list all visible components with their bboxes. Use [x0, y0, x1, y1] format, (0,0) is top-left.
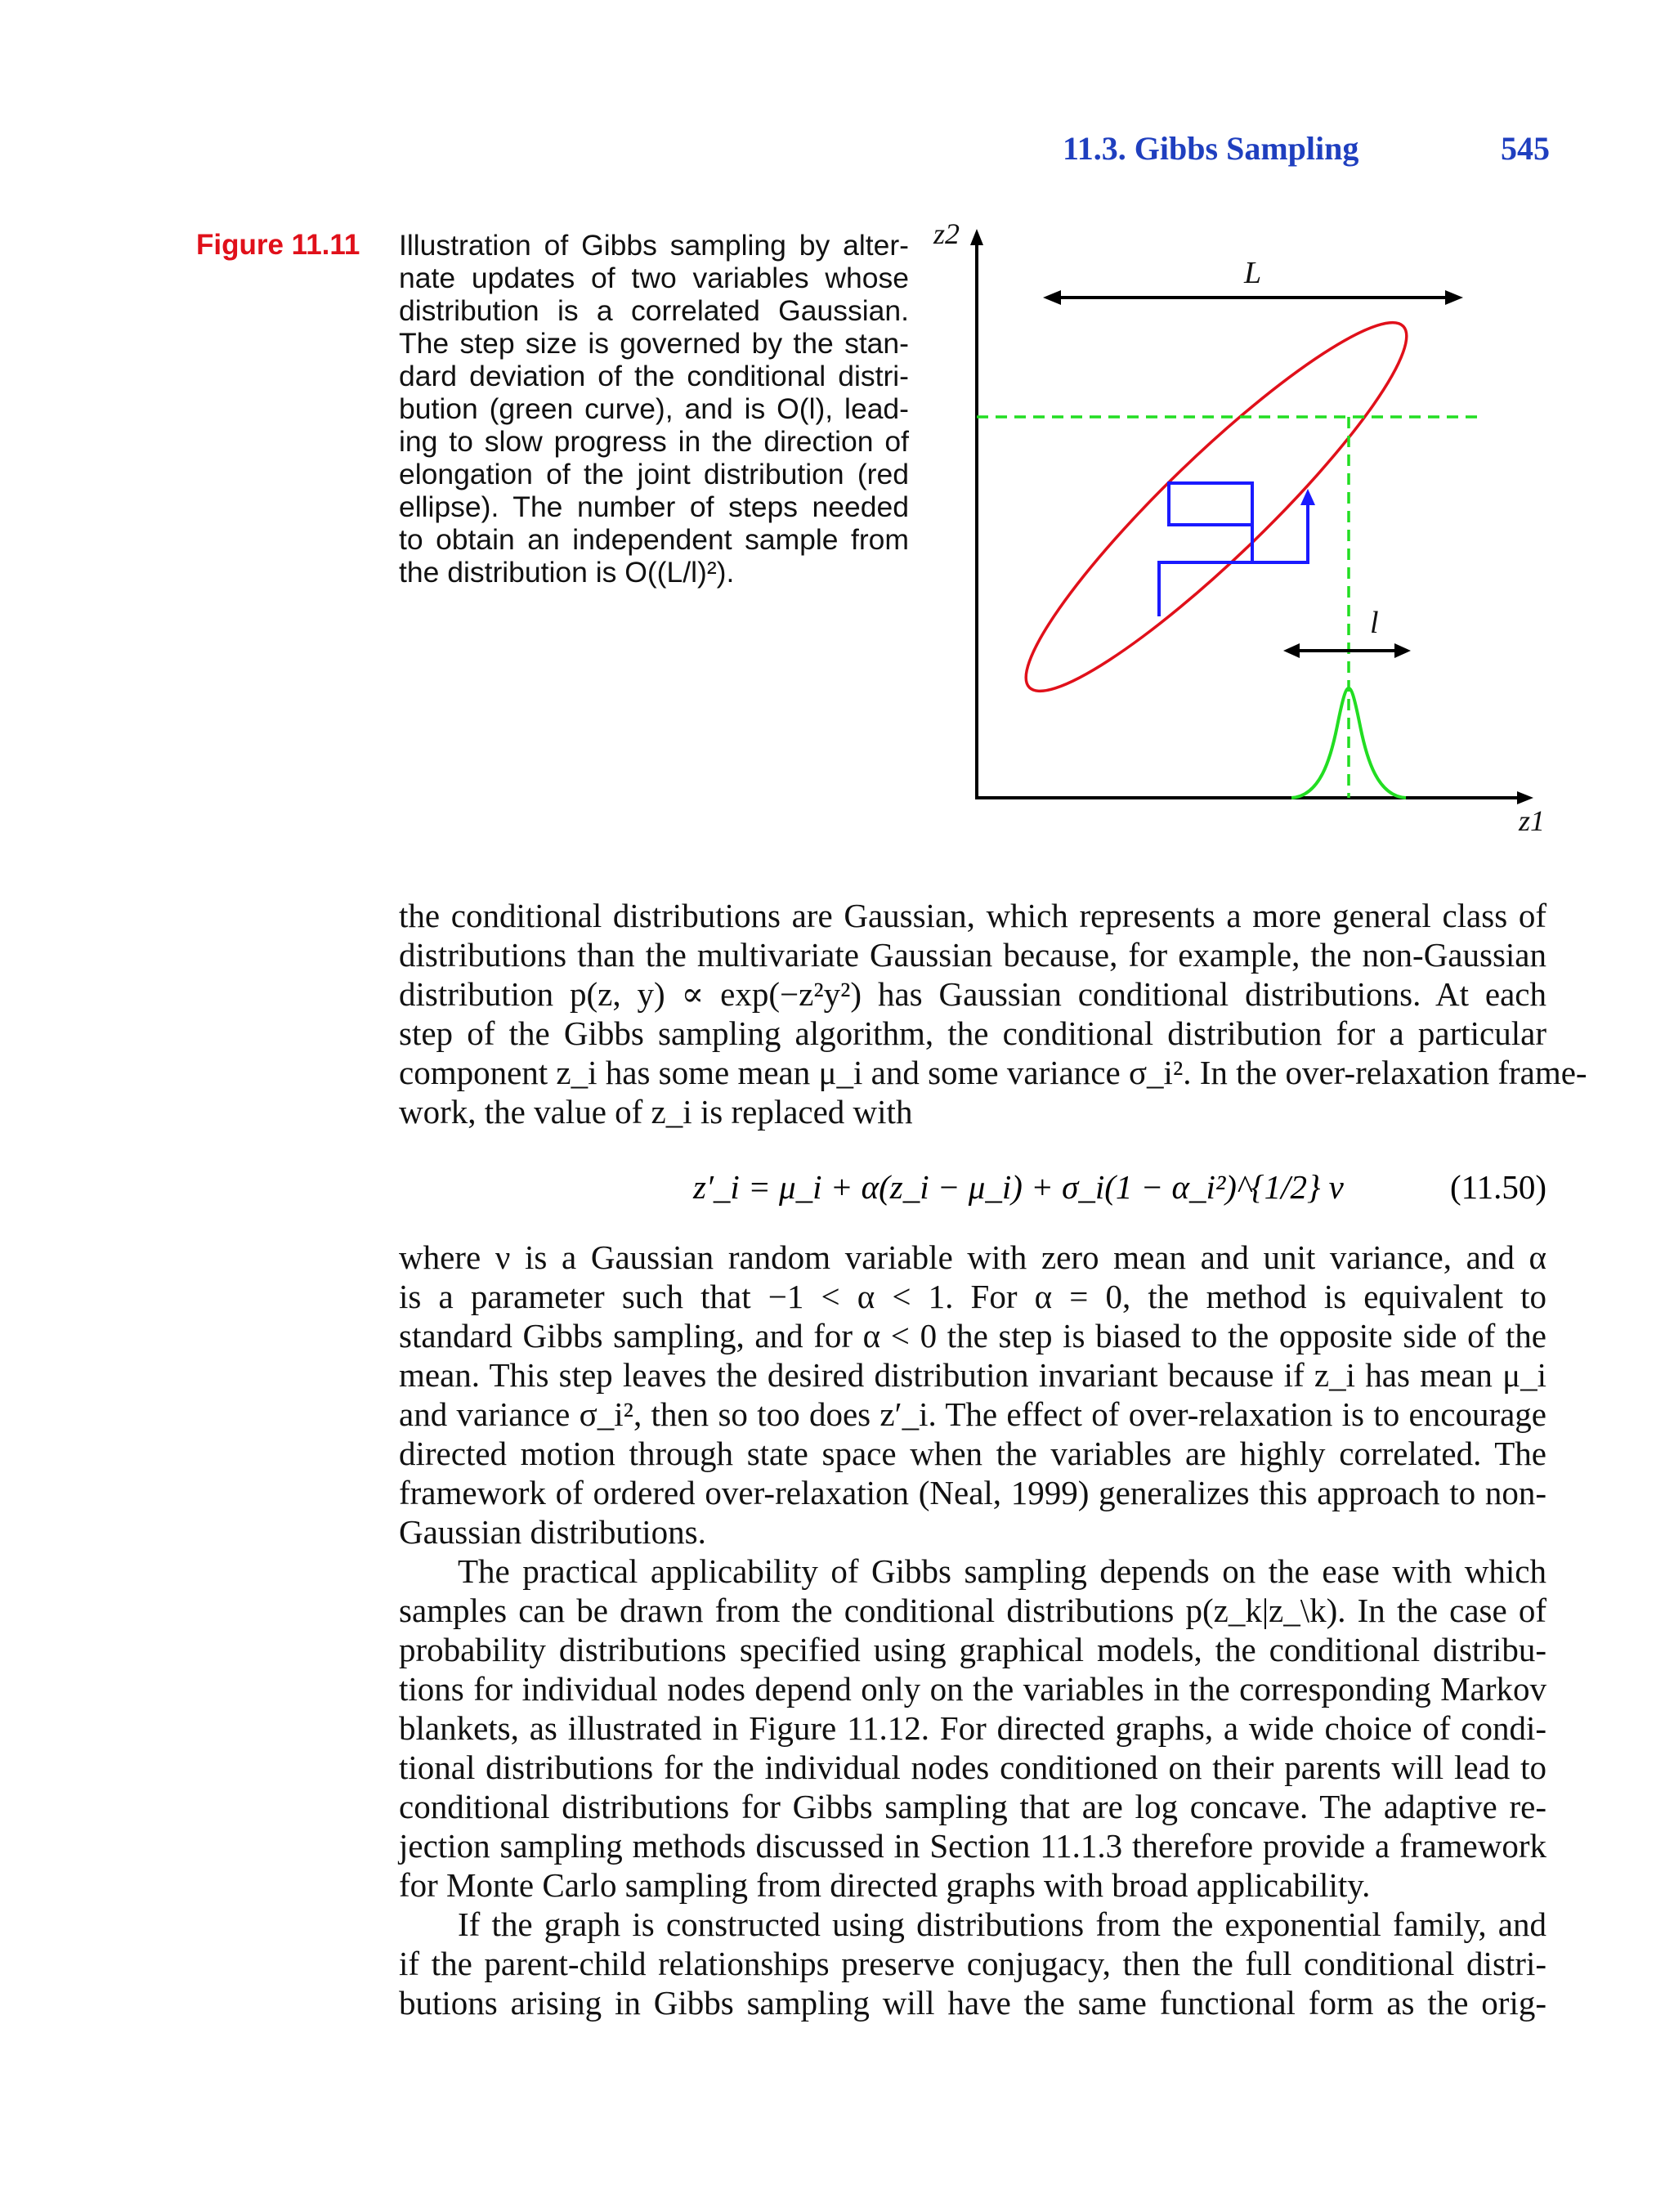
- caption-line: ing to slow progress in the direction of: [399, 425, 909, 458]
- caption-line: the distribution is O((L/l)²).: [399, 556, 735, 589]
- text-line: blankets, as illustrated in Figure 11.12. For directed graphs, a wide choice of condi-: [399, 1709, 1546, 1747]
- text-line: if the parent-child relationships preserve conjugacy, then the full conditional distri-: [399, 1945, 1546, 1982]
- text-line: the conditional distributions are Gaussian, which represents a more general class of: [399, 897, 1546, 934]
- text-line: framework of ordered over-relaxation (Neal, 1999) generalizes this approach to non-: [399, 1474, 1546, 1511]
- text-line: tional distributions for the individual nodes conditioned on their parents will lead to: [399, 1749, 1546, 1786]
- text-line: standard Gibbs sampling, and for α < 0 the step is biased to the opposite side of the: [399, 1317, 1546, 1355]
- long-scale-arrowhead-right: [1445, 290, 1463, 305]
- caption-line: elongation of the joint distribution (red: [399, 458, 909, 490]
- text-line: step of the Gibbs sampling algorithm, the conditional distribution for a particular: [399, 1014, 1546, 1052]
- x-axis-label: z1: [1519, 804, 1546, 837]
- caption-line: Illustration of Gibbs sampling by alter-: [399, 229, 909, 262]
- equation-number: (11.50): [1449, 1168, 1546, 1206]
- text-line: work, the value of z_i is replaced with: [399, 1093, 913, 1131]
- text-line: If the graph is constructed using distributions from the exponential family, and: [458, 1905, 1546, 1943]
- text-line: samples can be drawn from the conditional distributions p(z_k|z_\k). In the case of: [399, 1592, 1546, 1629]
- text-line: is a parameter such that −1 < α < 1. For α = 0, the method is equivalent to: [399, 1278, 1546, 1315]
- running-header: [1063, 129, 1550, 175]
- long-scale-arrowhead-left: [1043, 290, 1061, 305]
- caption-line: dard deviation of the conditional distri-: [399, 360, 909, 392]
- long-scale-label: L: [1244, 256, 1262, 290]
- short-scale-arrowhead-right: [1394, 643, 1411, 658]
- equation-11-50: [399, 1167, 1546, 1216]
- figure-label: Figure 11.11: [196, 229, 360, 261]
- page-number: 545: [1501, 130, 1550, 167]
- joint-distribution-ellipse: [994, 289, 1439, 723]
- body-paragraphs-2-4: [399, 1238, 1546, 2022]
- caption-line: nate updates of two variables whose: [399, 262, 909, 294]
- text-line: jection sampling methods discussed in Section 11.1.3 therefore provide a framework: [399, 1827, 1546, 1865]
- text-line: mean. This step leaves the desired distribution invariant because if z_i has mean μ_i: [399, 1356, 1546, 1394]
- caption-line: The step size is governed by the stan-: [399, 327, 909, 360]
- gibbs-sampling-figure: [933, 217, 1546, 857]
- y-axis-arrowhead: [970, 229, 983, 245]
- text-line: tions for individual nodes depend only on the variables in the corresponding Markov: [399, 1670, 1546, 1708]
- caption-line: bution (green curve), and is O(l), lead-: [399, 392, 909, 425]
- text-line: where ν is a Gaussian random variable with zero mean and unit variance, and α: [399, 1238, 1546, 1276]
- text-line: conditional distributions for Gibbs sampling that are log concave. The adaptive re-: [399, 1788, 1546, 1825]
- x-axis-arrowhead: [1517, 791, 1533, 804]
- caption-line: distribution is a correlated Gaussian.: [399, 294, 909, 327]
- text-line: butions arising in Gibbs sampling will have the same functional form as the orig-: [399, 1984, 1546, 2022]
- text-line: The practical applicability of Gibbs sampling depends on the ease with which: [458, 1552, 1546, 1590]
- y-axis-label: z2: [933, 217, 960, 250]
- figure-caption: [399, 229, 909, 589]
- text-line: and variance σ_i², then so too does z′_i. The effect of over-relaxation is to encourage: [399, 1395, 1546, 1433]
- caption-line: to obtain an independent sample from: [399, 523, 909, 556]
- section-title: 11.3. Gibbs Sampling: [1063, 130, 1359, 167]
- text-line: distribution p(z, y) ∝ exp(−z²y²) has Gaussian conditional distributions. At each: [399, 975, 1546, 1013]
- short-scale-label: l: [1370, 606, 1379, 640]
- text-line: for Monte Carlo sampling from directed graphs with broad applicability.: [399, 1866, 1371, 1904]
- equation-body: z′_i = μ_i + α(z_i − μ_i) + σ_i(1 − α_i²)^{1/2} ν: [693, 1168, 1344, 1206]
- short-scale-arrowhead-left: [1283, 643, 1300, 658]
- caption-line: ellipse). The number of steps needed: [399, 490, 909, 523]
- gibbs-sampling-path: [1159, 483, 1308, 616]
- text-line: probability distributions specified using graphical models, the conditional distribu-: [399, 1631, 1546, 1668]
- text-line: Gaussian distributions.: [399, 1513, 706, 1551]
- text-line: directed motion through state space when the variables are highly correlated. The: [399, 1435, 1546, 1472]
- text-line: component z_i has some mean μ_i and some variance σ_i². In the over-relaxation frame-: [399, 1054, 1587, 1091]
- text-line: distributions than the multivariate Gaussian because, for example, the non-Gaussian: [399, 936, 1546, 974]
- body-paragraph-1: [399, 896, 1587, 1131]
